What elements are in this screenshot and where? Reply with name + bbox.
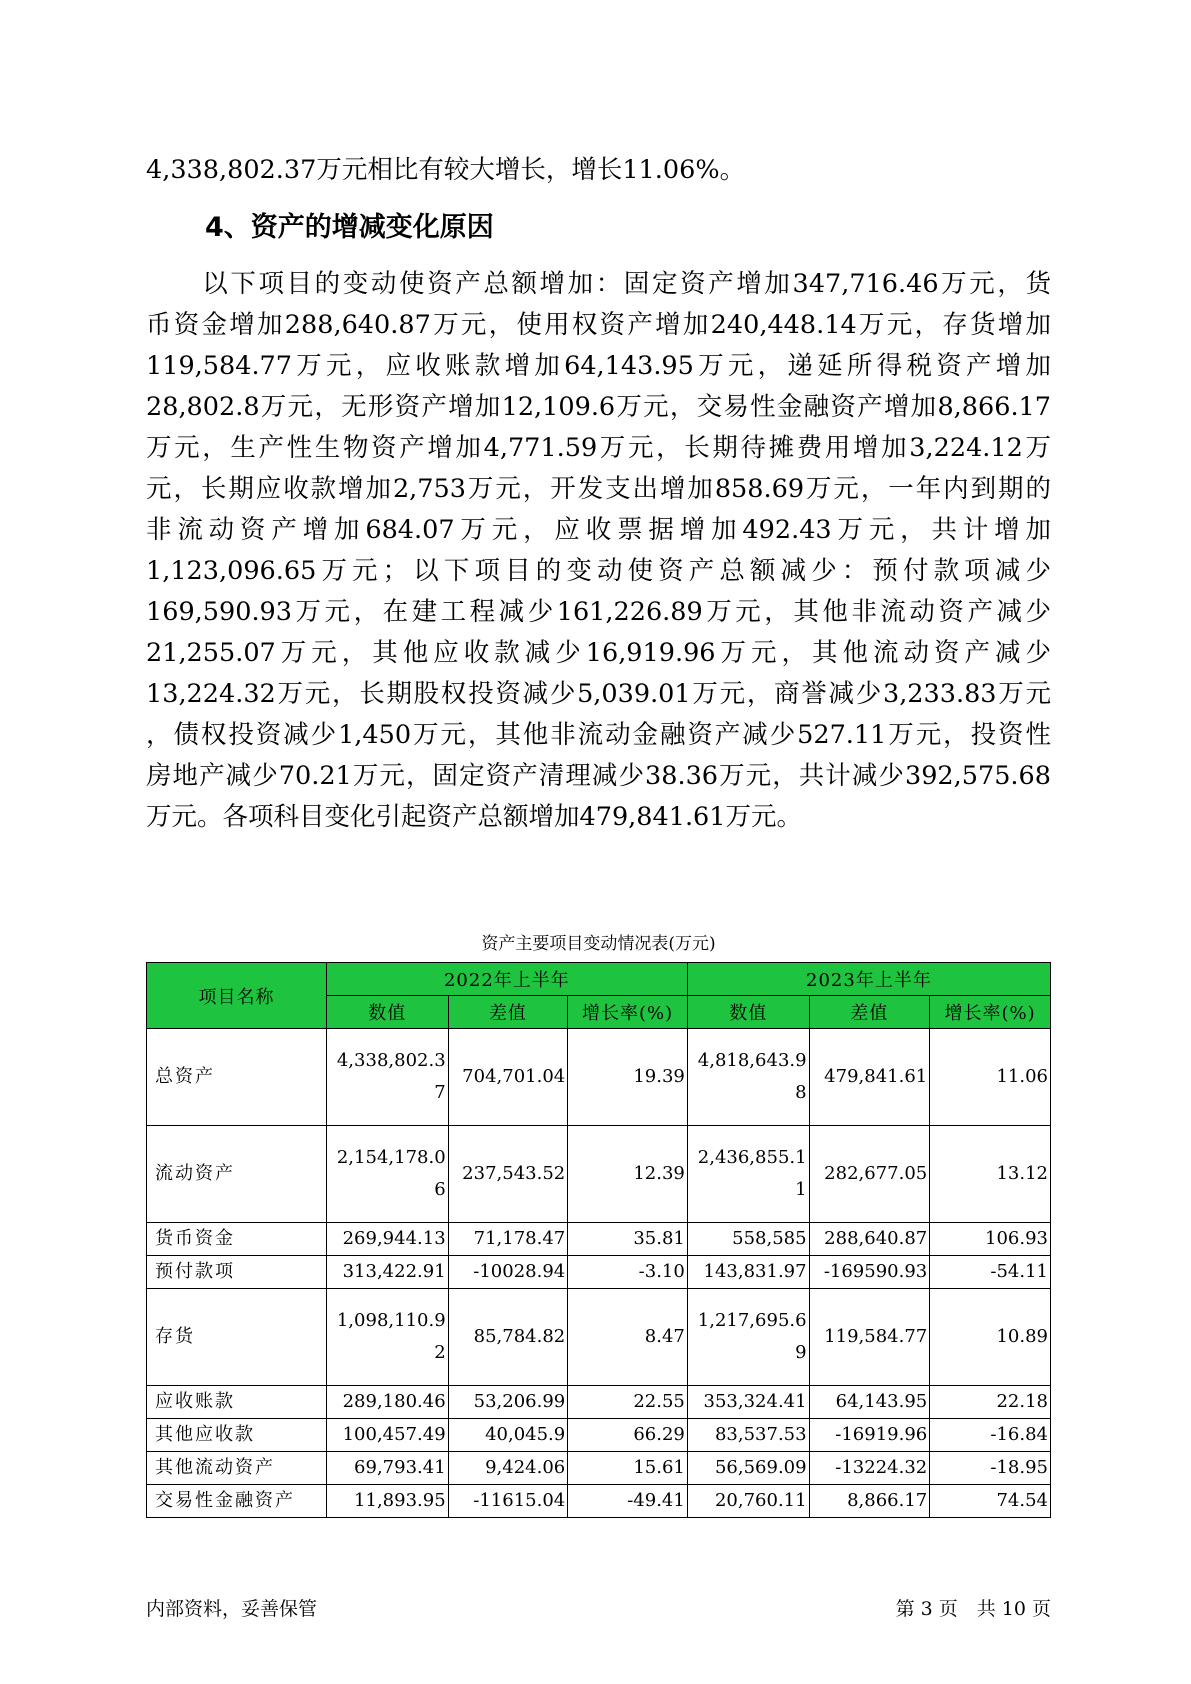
cell-row-name: 其他流动资产 (147, 1452, 327, 1485)
header-diff-2023: 差值 (809, 996, 930, 1029)
cell-diff-2022: 71,178.47 (448, 1223, 568, 1256)
text-line: ，债权投资减少1,450万元，其他非流动金融资产减少527.11万元，投资性 (146, 720, 1051, 750)
text-line: 21,255.07万元，其他应收款减少16,919.96万元，其他流动资产减少 (146, 638, 1051, 668)
table-row (147, 1289, 1051, 1386)
paragraph-asset-changes (146, 264, 1051, 838)
text-line: 万元，生产性生物资产增加4,771.59万元，长期待摊费用增加3,224.12万 (146, 433, 1051, 463)
table-row (147, 1419, 1051, 1452)
text-line: 1,123,096.65万元；以下项目的变动使资产总额减少：预付款项减少 (146, 556, 1051, 586)
cell-value-2023: 1,217,695.69 (687, 1289, 809, 1386)
cell-row-name: 流动资产 (147, 1126, 327, 1223)
cell-rate-2022: 19.39 (568, 1029, 688, 1126)
cell-diff-2023: -13224.32 (809, 1452, 930, 1485)
text-line: 169,590.93万元，在建工程减少161,226.89万元，其他非流动资产减少 (146, 597, 1051, 627)
cell-value-2023: 56,569.09 (687, 1452, 809, 1485)
cell-row-name: 其他应收款 (147, 1419, 327, 1452)
header-diff-2022: 差值 (448, 996, 568, 1029)
cell-diff-2023: 282,677.05 (809, 1126, 930, 1223)
cell-diff-2023: 479,841.61 (809, 1029, 930, 1126)
footer-page-number: 第 3 页 共 10 页 (895, 1598, 1051, 1620)
cell-value-2023: 83,537.53 (687, 1419, 809, 1452)
cell-rate-2023: 74.54 (930, 1485, 1051, 1518)
text-line: 万元。各项科目变化引起资产总额增加479,841.61万元。 (146, 802, 803, 832)
text-line: 房地产减少70.21万元，固定资产清理减少38.36万元，共计减少392,575.68 (146, 761, 1051, 791)
cell-value-2022: 1,098,110.92 (326, 1289, 448, 1386)
table-row (147, 1485, 1051, 1518)
cell-value-2022: 11,893.95 (326, 1485, 448, 1518)
cell-diff-2022: 704,701.04 (448, 1029, 568, 1126)
cell-row-name: 货币资金 (147, 1223, 327, 1256)
cell-value-2022: 69,793.41 (326, 1452, 448, 1485)
cell-row-name: 总资产 (147, 1029, 327, 1126)
cell-rate-2023: 106.93 (930, 1223, 1051, 1256)
header-item-name: 项目名称 (147, 963, 327, 1029)
cell-diff-2022: 9,424.06 (448, 1452, 568, 1485)
cell-value-2023: 143,831.97 (687, 1256, 809, 1289)
cell-value-2023: 558,585 (687, 1223, 809, 1256)
cell-value-2023: 2,436,855.11 (687, 1126, 809, 1223)
cell-diff-2022: -10028.94 (448, 1256, 568, 1289)
cell-value-2023: 353,324.41 (687, 1386, 809, 1419)
cell-diff-2022: 85,784.82 (448, 1289, 568, 1386)
cell-diff-2023: 8,866.17 (809, 1485, 930, 1518)
header-period-2022: 2022年上半年 (326, 963, 687, 996)
table-row (147, 1126, 1051, 1223)
cell-rate-2022: -49.41 (568, 1485, 688, 1518)
cell-value-2022: 2,154,178.06 (326, 1126, 448, 1223)
table-row (147, 1256, 1051, 1289)
cell-rate-2023: 11.06 (930, 1029, 1051, 1126)
text-line: 4,338,802.37万元相比有较大增长，增长11.06%。 (146, 155, 746, 185)
table-row (147, 1029, 1051, 1126)
cell-value-2022: 313,422.91 (326, 1256, 448, 1289)
header-period-2023: 2023年上半年 (687, 963, 1050, 996)
table-row (147, 1386, 1051, 1419)
cell-rate-2022: -3.10 (568, 1256, 688, 1289)
header-value-2022: 数值 (326, 996, 448, 1029)
cell-diff-2022: 53,206.99 (448, 1386, 568, 1419)
cell-rate-2023: 22.18 (930, 1386, 1051, 1419)
cell-row-name: 预付款项 (147, 1256, 327, 1289)
cell-rate-2022: 66.29 (568, 1419, 688, 1452)
cell-rate-2022: 15.61 (568, 1452, 688, 1485)
cell-rate-2022: 22.55 (568, 1386, 688, 1419)
cell-rate-2023: -16.84 (930, 1419, 1051, 1452)
cell-rate-2023: -54.11 (930, 1256, 1051, 1289)
header-rate-2023: 增长率(%) (930, 996, 1051, 1029)
text-line: 以下项目的变动使资产总额增加：固定资产增加347,716.46万元，货 (146, 269, 1051, 299)
cell-rate-2023: -18.95 (930, 1452, 1051, 1485)
cell-row-name: 交易性金融资产 (147, 1485, 327, 1518)
cell-value-2022: 4,338,802.37 (326, 1029, 448, 1126)
cell-value-2023: 20,760.11 (687, 1485, 809, 1518)
header-value-2023: 数值 (687, 996, 809, 1029)
header-rate-2022: 增长率(%) (568, 996, 688, 1029)
table-row (147, 1452, 1051, 1485)
cell-value-2023: 4,818,643.98 (687, 1029, 809, 1126)
table-row (147, 1223, 1051, 1256)
cell-diff-2023: 288,640.87 (809, 1223, 930, 1256)
cell-diff-2023: -169590.93 (809, 1256, 930, 1289)
cell-value-2022: 269,944.13 (326, 1223, 448, 1256)
text-line: 13,224.32万元，长期股权投资减少5,039.01万元，商誉减少3,233.83万元 (146, 679, 1051, 709)
text-line: 非流动资产增加684.07万元，应收票据增加492.43万元，共计增加 (146, 515, 1051, 545)
section-heading: 4、资产的增减变化原因 (205, 212, 494, 243)
cell-rate-2022: 12.39 (568, 1126, 688, 1223)
cell-diff-2023: -16919.96 (809, 1419, 930, 1452)
cell-rate-2023: 10.89 (930, 1289, 1051, 1386)
asset-change-table (146, 962, 1051, 1518)
table-body (147, 1029, 1051, 1518)
cell-rate-2023: 13.12 (930, 1126, 1051, 1223)
cell-diff-2022: 237,543.52 (448, 1126, 568, 1223)
footer-confidential-note: 内部资料，妥善保管 (146, 1598, 318, 1620)
cell-rate-2022: 8.47 (568, 1289, 688, 1386)
cell-value-2022: 100,457.49 (326, 1419, 448, 1452)
cell-diff-2022: 40,045.9 (448, 1419, 568, 1452)
cell-row-name: 应收账款 (147, 1386, 327, 1419)
cell-rate-2022: 35.81 (568, 1223, 688, 1256)
cell-diff-2023: 119,584.77 (809, 1289, 930, 1386)
text-line: 28,802.8万元，无形资产增加12,109.6万元，交易性金融资产增加8,866.17 (146, 392, 1051, 422)
cell-diff-2022: -11615.04 (448, 1485, 568, 1518)
table-caption: 资产主要项目变动情况表(万元) (481, 934, 716, 954)
text-line: 币资金增加288,640.87万元，使用权资产增加240,448.14万元，存货增加 (146, 310, 1051, 340)
paragraph-intro (146, 150, 1051, 191)
cell-value-2022: 289,180.46 (326, 1386, 448, 1419)
text-line: 119,584.77万元，应收账款增加64,143.95万元，递延所得税资产增加 (146, 351, 1051, 381)
cell-diff-2023: 64,143.95 (809, 1386, 930, 1419)
text-line: 元，长期应收款增加2,753万元，开发支出增加858.69万元，一年内到期的 (146, 474, 1051, 504)
cell-row-name: 存货 (147, 1289, 327, 1386)
